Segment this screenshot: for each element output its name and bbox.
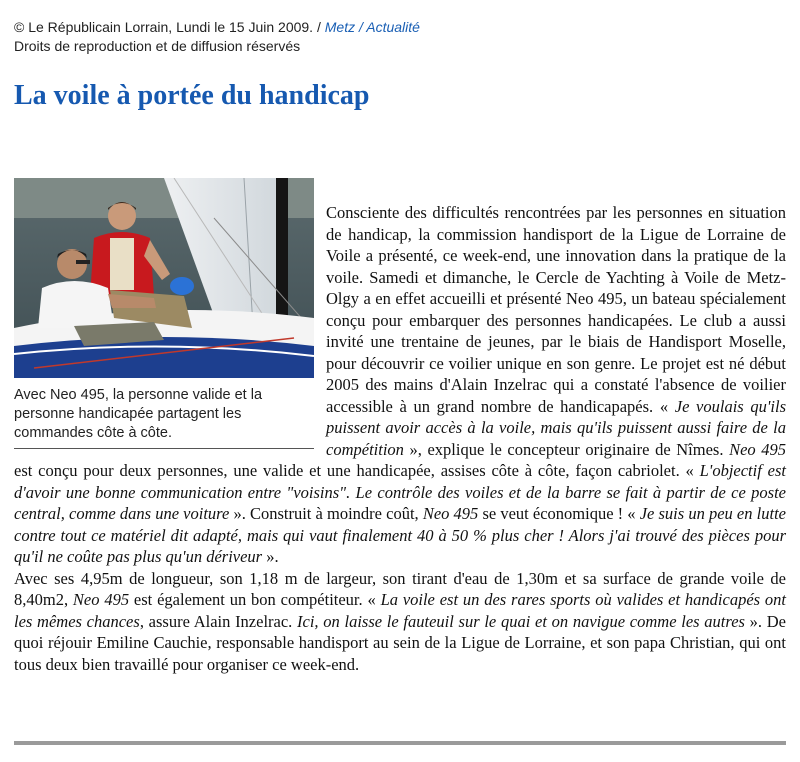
section-link-actualite[interactable]: Actualité [366, 19, 420, 35]
article-header [14, 18, 420, 56]
section-link-metz[interactable]: Metz [324, 19, 356, 35]
text-segment: se veut économique ! « [478, 504, 640, 523]
quote-segment: Neo 495 [72, 590, 130, 609]
article-title: La voile à portée du handicap [14, 80, 370, 111]
article-body [14, 202, 786, 675]
photo-caption: Avec Neo 495, la personne valide et la personne handicapée partagent les commandes côte à côte. [14, 387, 263, 441]
text-segment: , assure Alain Inzelrac. [139, 611, 298, 631]
text-segment: est conçu pour deux personnes, une valide et une handicapée, assises côte à côte, façon cabriolet. « [14, 461, 700, 480]
quote-segment: L'objectif est d'avoir une bonne communication entre "voisins". Le contrôle des voiles et de la barre se fait à partir de ce poste central, comme dans une voiture [14, 461, 786, 523]
section-separator: / [355, 19, 367, 35]
figure-spacer [14, 202, 326, 460]
quote-segment: Neo 495 [422, 504, 479, 523]
bottom-divider [14, 741, 786, 745]
quote-segment: Je voulais qu'ils puissent avoir accès à la voile, mais qu'ils puissent aussi faire de la compétition [326, 396, 786, 459]
quote-segment: Neo 495 [729, 439, 786, 459]
text-segment: Consciente des difficultés rencontrées par les personnes en situation de handicap, la commission handisport de la Ligue de Lorraine de Voile a présenté, ce week-end, une innovation dans la pratique de la voile. Samedi et dimanche, le Cercle de Yachting à Voile de Metz-Olgy a en effet accueilli et présenté Neo 495, un bateau spécialement conçu pour embarquer des personnes handicapées. Le club a aussi invité une trentaine de jeunes, par le biais de Handisport Moselle, pour découvrir ce voilier unique en son genre. Le projet est né début 2005 des mains d'Alain Inzelrac qui a constaté l'absence de voilier accessible à un grand nombre de handicapapés. « [326, 203, 786, 416]
text-segment: », explique le concepteur originaire de Nîmes. [403, 439, 730, 459]
quote-segment: La voile est un des rares sports où valides et handicapés ont les mêmes chances [14, 590, 786, 631]
rights-notice: Droits de reproduction et de diffusion réservés [14, 38, 301, 54]
text-segment: ». [262, 547, 279, 566]
source-text: © Le Républicain Lorrain, Lundi le 15 Juin 2009. / [14, 19, 325, 35]
text-segment: est également un bon compétiteur. « [129, 590, 381, 609]
text-segment: ». De quoi réjouir Emiline Cauchie, responsable handisport au sein de la Ligue de Lorraine, et son papa Christian, qui ont tous deux bien travaillé pour organiser ce week-end. [14, 611, 786, 674]
quote-segment: Je suis un peu en lutte contre tout ce matériel dit adapté, mais qui vaut finalement 40 à 50 % plus cher ! Alors j'ai trouvé des pièces pour qu'il ne coûte pas plus qu'un dériveur [14, 504, 786, 566]
quote-segment: Ici, on laisse le fauteuil sur le quai et on navigue comme les autres [297, 611, 745, 631]
text-segment: ». Construit à moindre coût, [229, 504, 423, 523]
text-segment: Avec ses 4,95m de longueur, son 1,18 m de largeur, son tirant d'eau de 1,30m et sa surface de grande voile de 8,40m2, [14, 568, 786, 609]
source-line [14, 18, 420, 37]
